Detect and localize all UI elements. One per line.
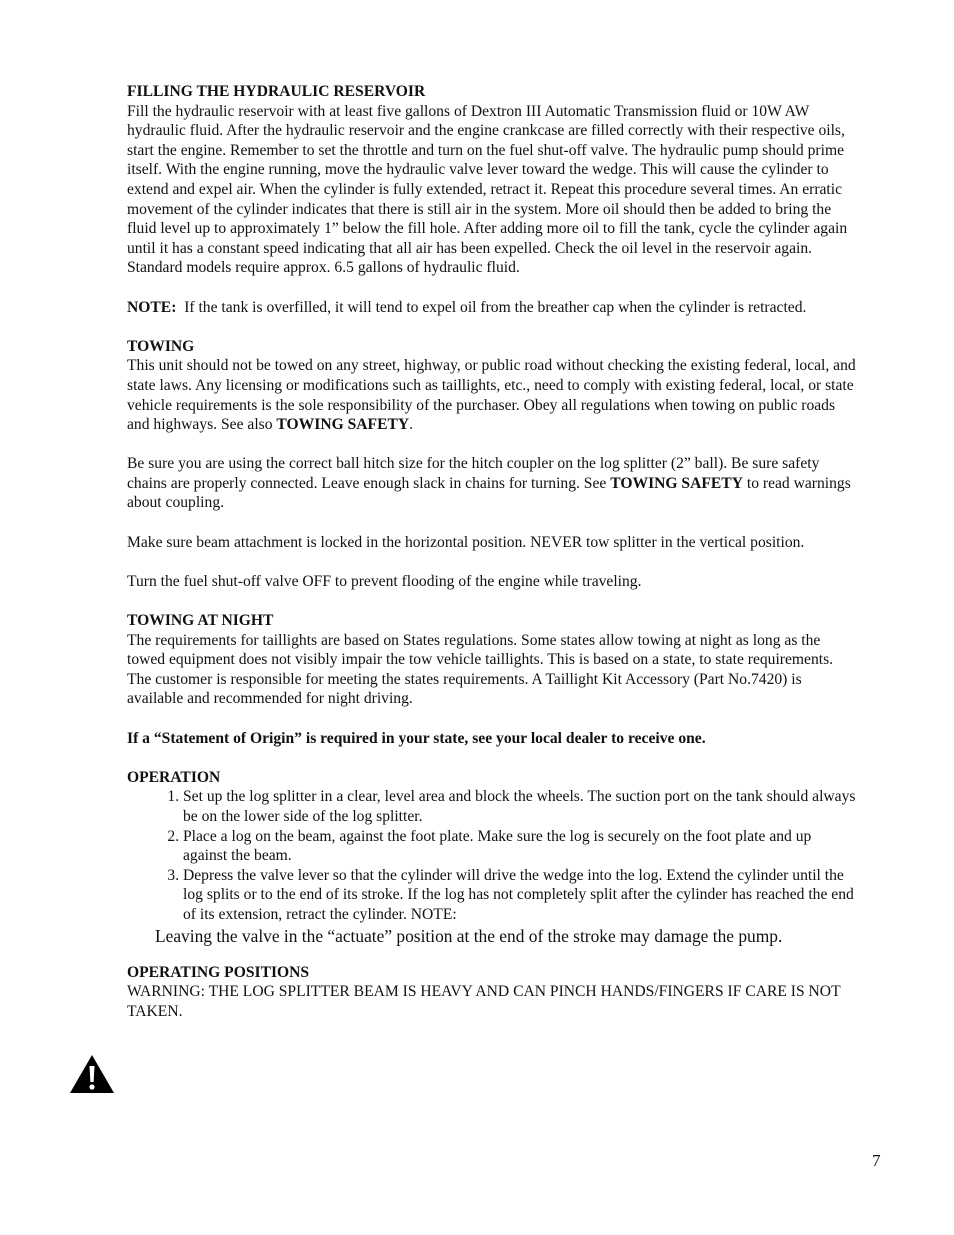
- towing-safety-ref-2: TOWING SAFETY: [610, 474, 743, 492]
- statement-of-origin: [127, 729, 857, 749]
- list-item: 1. Set up the log splitter in a clear, level area and block the wheels. The suction port on the tank should always be on the lower side of the log splitter.: [183, 787, 857, 826]
- section-heading-towing: TOWING: [127, 337, 195, 355]
- paragraph-towing-3: Make sure beam attachment is locked in the horizontal position. NEVER tow splitter in the vertical position.: [127, 533, 805, 551]
- towing-p2-text: Be sure you are using the correct ball hitch size for the hitch coupler on the log splitter (2” ball). Be sure safety chains are properly connected. Leave enough slack in chains for turning. See: [127, 455, 820, 492]
- section-heading-positions: OPERATING POSITIONS: [127, 963, 310, 981]
- list-item: 3. Depress the valve lever so that the cylinder will drive the wedge into the log. Extend the cylinder until the log splits or to the end of its stroke. If the log has not completely split after the cylinder has reached the end of its extension, retract the cylinder. NOTE:: [183, 866, 857, 925]
- paragraph-positions-warning: WARNING: THE LOG SPLITTER BEAM IS HEAVY AND CAN PINCH HANDS/FINGERS IF CARE IS NOT TAKEN.: [127, 983, 841, 1020]
- section-heading-operation: OPERATION: [127, 768, 221, 786]
- note-label: NOTE:: [127, 298, 177, 316]
- warning-triangle-icon: [69, 1054, 115, 1094]
- page-content: [127, 82, 857, 1021]
- paragraph-towing-4: Turn the fuel shut-off valve OFF to prevent flooding of the engine while traveling.: [127, 572, 642, 590]
- statement-of-origin-text: If a “Statement of Origin” is required in your state, see your local dealer to receive one.: [127, 729, 706, 747]
- paragraph-filling: Fill the hydraulic reservoir with at least five gallons of Dextron III Automatic Transmission fluid or 10W AW hydraulic fluid. After the hydraulic reservoir and the engine crankcase are filled correctly with their respective oils, start the engine. Remember to set the throttle and turn on the fuel shut-off valve. The hydraulic pump should prime itself. With the engine running, move the hydraulic valve lever toward the wedge. This will cause the cylinder to extend and expel air. When the cylinder is fully extended, retract it. Repeat this procedure several times. An erratic movement of the cylinder indicates that there is still air in the system. More oil should then be added to bring the fluid level up to approximately 1” below the fill hole. After adding more oil to fill the tank, cycle the cylinder again until it has a constant speed indicating that all air has been expelled. Check the oil level in the reservoir again. Standard models require approx. 6.5 gallons of hydraulic fluid.: [127, 102, 848, 277]
- note-text: If the tank is overfilled, it will tend to expel oil from the breather cap when the cylinder is retracted.: [184, 298, 807, 316]
- paragraph-towing-1: [127, 356, 857, 434]
- towing-safety-ref: TOWING SAFETY: [276, 416, 410, 434]
- paragraph-towing-2: [127, 454, 857, 513]
- towing-p1-text: This unit should not be towed on any street, highway, or public road without checking the existing federal, local, and state laws. Any licensing or modifications such as taillights, etc., need to comply with existing federal, local, or state vehicle requirements is the sole responsibility of the purchaser. Obey all regulations when towing on public roads and highways. See also: [127, 357, 856, 434]
- page-number: 7: [872, 1151, 881, 1170]
- section-heading-night: TOWING AT NIGHT: [127, 612, 274, 630]
- paragraph-note: [127, 298, 857, 318]
- section-heading-filling: FILLING THE HYDRAULIC RESERVOIR: [127, 83, 426, 100]
- towing-p2-end: to read warnings about coupling.: [127, 474, 851, 512]
- operation-steps: [127, 787, 857, 924]
- operation-warning-line: Leaving the valve in the “actuate” position at the end of the stroke may damage the pump.: [155, 925, 783, 946]
- paragraph-night: The requirements for taillights are based on States regulations. Some states allow towing at night as long as the towed equipment does not visibly impair the tow vehicle taillights. This is based on a state, to state requirements. The customer is responsible for meeting the states requirements. A Taillight Kit Accessory (Part No.7420) is available and recommended for night driving.: [127, 631, 834, 708]
- list-item: 2. Place a log on the beam, against the foot plate. Make sure the log is securely on the foot plate and up against the beam.: [183, 827, 857, 866]
- towing-p1-end: .: [409, 416, 414, 434]
